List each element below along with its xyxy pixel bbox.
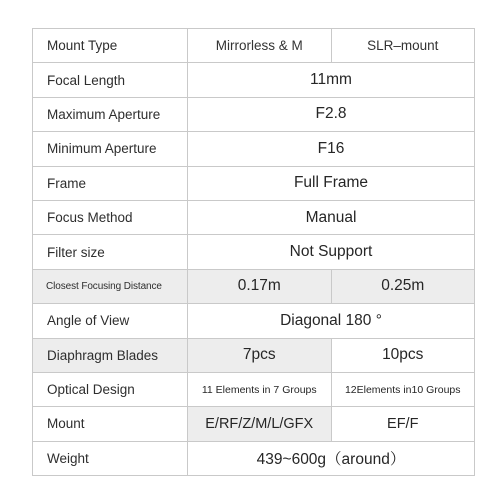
spec-label: Mount Type bbox=[33, 29, 188, 63]
spec-value: Not Support bbox=[188, 235, 475, 269]
spec-row-min-aperture bbox=[33, 132, 475, 166]
spec-label: Frame bbox=[33, 166, 188, 200]
spec-value-mirrorless: Mirrorless & M bbox=[188, 29, 332, 63]
spec-label: Optical Design bbox=[33, 372, 188, 406]
spec-value: F2.8 bbox=[188, 97, 475, 131]
spec-label: Closest Focusing Distance bbox=[33, 269, 188, 303]
spec-row-closest-focus bbox=[33, 269, 475, 303]
spec-row-focal-length bbox=[33, 63, 475, 97]
spec-row-weight bbox=[33, 441, 475, 475]
spec-value-slr: SLR–mount bbox=[331, 29, 475, 63]
spec-value: Full Frame bbox=[188, 166, 475, 200]
spec-value-mirrorless: 0.17m bbox=[188, 269, 332, 303]
spec-row-diaphragm-blades bbox=[33, 338, 475, 372]
spec-row-optical-design bbox=[33, 372, 475, 406]
spec-value: Diagonal 180 ° bbox=[188, 304, 475, 338]
spec-row-frame bbox=[33, 166, 475, 200]
spec-label: Minimum Aperture bbox=[33, 132, 188, 166]
spec-value-mirrorless: 7pcs bbox=[188, 338, 332, 372]
spec-label: Diaphragm Blades bbox=[33, 338, 188, 372]
spec-row-focus-method bbox=[33, 200, 475, 234]
spec-value-mirrorless: E/RF/Z/M/L/GFX bbox=[188, 407, 332, 441]
spec-label: Filter size bbox=[33, 235, 188, 269]
spec-value-slr: 10pcs bbox=[331, 338, 475, 372]
lens-spec-table bbox=[32, 28, 475, 476]
spec-value: Manual bbox=[188, 200, 475, 234]
spec-value-mirrorless: 11 Elements in 7 Groups bbox=[188, 372, 332, 406]
spec-value: 11mm bbox=[188, 63, 475, 97]
spec-label: Focus Method bbox=[33, 200, 188, 234]
spec-value-slr: 0.25m bbox=[331, 269, 475, 303]
spec-label: Maximum Aperture bbox=[33, 97, 188, 131]
spec-label: Weight bbox=[33, 441, 188, 475]
spec-value: F16 bbox=[188, 132, 475, 166]
spec-value: 439~600g（around） bbox=[188, 441, 475, 475]
spec-value-slr: 12Elements in10 Groups bbox=[331, 372, 475, 406]
spec-row-mount bbox=[33, 407, 475, 441]
spec-row-filter-size bbox=[33, 235, 475, 269]
spec-value-slr: EF/F bbox=[331, 407, 475, 441]
spec-label: Focal Length bbox=[33, 63, 188, 97]
spec-row-mount-type bbox=[33, 29, 475, 63]
spec-row-max-aperture bbox=[33, 97, 475, 131]
spec-row-angle-of-view bbox=[33, 304, 475, 338]
spec-label: Mount bbox=[33, 407, 188, 441]
spec-label: Angle of View bbox=[33, 304, 188, 338]
